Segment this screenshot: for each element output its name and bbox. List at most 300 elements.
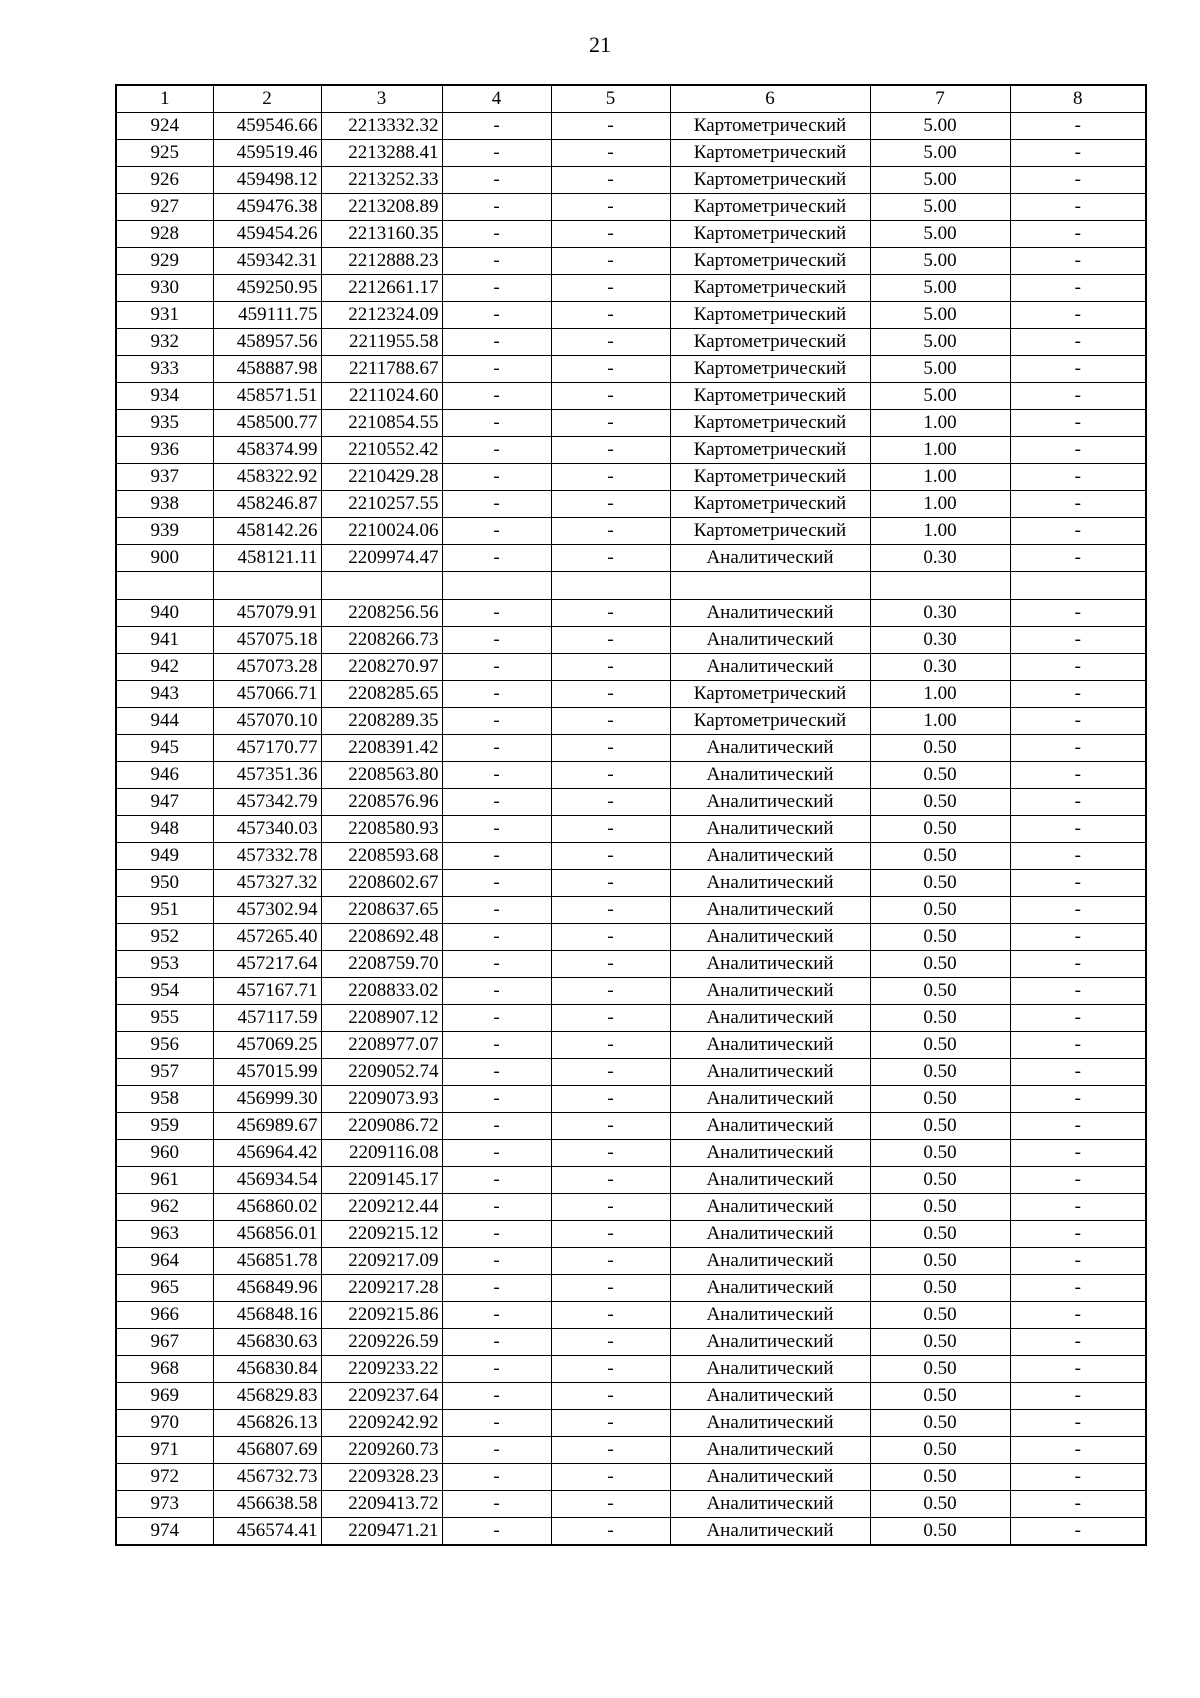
- table-cell: 2213332.32: [321, 113, 442, 140]
- table-cell: 5.00: [870, 221, 1010, 248]
- table-cell: -: [442, 1194, 551, 1221]
- table-cell: 962: [116, 1194, 213, 1221]
- table-row: [116, 1464, 1146, 1491]
- table-row: [116, 789, 1146, 816]
- table-cell: 0.50: [870, 1032, 1010, 1059]
- table-cell: -: [551, 329, 670, 356]
- table-cell: 5.00: [870, 302, 1010, 329]
- table-cell: -: [1010, 600, 1146, 627]
- table-row: [116, 275, 1146, 302]
- table-cell: Картометрический: [670, 464, 870, 491]
- table-cell: -: [1010, 1221, 1146, 1248]
- table-cell: 458887.98: [213, 356, 321, 383]
- table-cell: -: [1010, 1032, 1146, 1059]
- table-cell: -: [551, 924, 670, 951]
- table-cell: 2210854.55: [321, 410, 442, 437]
- table-row: [116, 545, 1146, 572]
- table-cell: 457167.71: [213, 978, 321, 1005]
- table-cell: 5.00: [870, 383, 1010, 410]
- table-cell: -: [442, 410, 551, 437]
- table-cell: 456732.73: [213, 1464, 321, 1491]
- table-cell: 943: [116, 681, 213, 708]
- table-cell: 1.00: [870, 708, 1010, 735]
- table-cell: -: [1010, 978, 1146, 1005]
- table-cell: 0.50: [870, 816, 1010, 843]
- table-row: [116, 1356, 1146, 1383]
- table-cell: 456638.58: [213, 1491, 321, 1518]
- table-cell: 457073.28: [213, 654, 321, 681]
- table-cell: 5.00: [870, 113, 1010, 140]
- table-row: [116, 302, 1146, 329]
- table-cell: 457342.79: [213, 789, 321, 816]
- table-cell: 1.00: [870, 410, 1010, 437]
- table-cell: Аналитический: [670, 1140, 870, 1167]
- table-cell: [551, 572, 670, 600]
- table-row: [116, 518, 1146, 545]
- table-cell: Аналитический: [670, 762, 870, 789]
- table-cell: 456574.41: [213, 1518, 321, 1546]
- table-cell: -: [442, 1005, 551, 1032]
- table-cell: -: [442, 1410, 551, 1437]
- table-cell: -: [442, 1248, 551, 1275]
- table-cell: 2208563.80: [321, 762, 442, 789]
- table-cell: 971: [116, 1437, 213, 1464]
- table-cell: 942: [116, 654, 213, 681]
- table-cell: 958: [116, 1086, 213, 1113]
- table-cell: 459342.31: [213, 248, 321, 275]
- table-cell: -: [442, 951, 551, 978]
- table-row: [116, 437, 1146, 464]
- table-cell: -: [1010, 789, 1146, 816]
- table-cell: -: [442, 1275, 551, 1302]
- table-cell: 0.50: [870, 1464, 1010, 1491]
- table-cell: -: [1010, 167, 1146, 194]
- table-cell: 456934.54: [213, 1167, 321, 1194]
- table-cell: 456807.69: [213, 1437, 321, 1464]
- table-row: [116, 681, 1146, 708]
- table-cell: 0.50: [870, 843, 1010, 870]
- table-cell: 948: [116, 816, 213, 843]
- table-cell: -: [442, 113, 551, 140]
- table-cell: 459519.46: [213, 140, 321, 167]
- table-cell: 0.50: [870, 1194, 1010, 1221]
- table-cell: 963: [116, 1221, 213, 1248]
- table-cell: -: [442, 708, 551, 735]
- table-cell: 0.50: [870, 1140, 1010, 1167]
- table-cell: 2209116.08: [321, 1140, 442, 1167]
- table-row: [116, 1167, 1146, 1194]
- table-cell: -: [551, 1059, 670, 1086]
- table-cell: -: [551, 383, 670, 410]
- table-cell: Аналитический: [670, 1194, 870, 1221]
- table-cell: 0.50: [870, 870, 1010, 897]
- table-cell: Картометрический: [670, 681, 870, 708]
- table-cell: 929: [116, 248, 213, 275]
- table-cell: 957: [116, 1059, 213, 1086]
- table-cell: 2209328.23: [321, 1464, 442, 1491]
- table-cell: -: [442, 302, 551, 329]
- table-cell: -: [1010, 870, 1146, 897]
- table-cell: -: [551, 708, 670, 735]
- table-cell: 456829.83: [213, 1383, 321, 1410]
- table-cell: 2210552.42: [321, 437, 442, 464]
- table-cell: -: [551, 221, 670, 248]
- table-cell: [213, 572, 321, 600]
- table-cell: 2209260.73: [321, 1437, 442, 1464]
- table-row: [116, 140, 1146, 167]
- table-row: [116, 491, 1146, 518]
- table-cell: 2208285.65: [321, 681, 442, 708]
- table-row: [116, 708, 1146, 735]
- table-cell: 927: [116, 194, 213, 221]
- table-cell: 458322.92: [213, 464, 321, 491]
- table-row: [116, 897, 1146, 924]
- table-cell: 457170.77: [213, 735, 321, 762]
- table-cell: -: [442, 329, 551, 356]
- table-cell: 457075.18: [213, 627, 321, 654]
- table-cell: 2209233.22: [321, 1356, 442, 1383]
- table-cell: -: [442, 1491, 551, 1518]
- table-cell: -: [551, 816, 670, 843]
- table-cell: 924: [116, 113, 213, 140]
- table-cell: 947: [116, 789, 213, 816]
- table-cell: -: [1010, 437, 1146, 464]
- table-cell: 457351.36: [213, 762, 321, 789]
- table-cell: -: [551, 1086, 670, 1113]
- table-cell: -: [442, 1518, 551, 1546]
- table-cell: -: [551, 464, 670, 491]
- table-row: [116, 1059, 1146, 1086]
- table-cell: 937: [116, 464, 213, 491]
- table-cell: Аналитический: [670, 843, 870, 870]
- table-cell: -: [442, 194, 551, 221]
- table-cell: Аналитический: [670, 654, 870, 681]
- table-row: [116, 627, 1146, 654]
- table-cell: 0.50: [870, 1221, 1010, 1248]
- table-cell: -: [1010, 627, 1146, 654]
- table-cell: 458142.26: [213, 518, 321, 545]
- table-cell: 457117.59: [213, 1005, 321, 1032]
- table-cell: 2209052.74: [321, 1059, 442, 1086]
- table-cell: 973: [116, 1491, 213, 1518]
- table-cell: -: [551, 275, 670, 302]
- table-row: [116, 1302, 1146, 1329]
- table-cell: 0.50: [870, 924, 1010, 951]
- table-cell: -: [442, 167, 551, 194]
- table-cell: [1010, 572, 1146, 600]
- table-cell: 940: [116, 600, 213, 627]
- table-cell: 457340.03: [213, 816, 321, 843]
- table-cell: -: [551, 1032, 670, 1059]
- table-cell: 956: [116, 1032, 213, 1059]
- table-cell: 0.50: [870, 1059, 1010, 1086]
- table-cell: -: [1010, 1275, 1146, 1302]
- table-cell: 0.50: [870, 1005, 1010, 1032]
- table-cell: -: [551, 518, 670, 545]
- table-cell: 941: [116, 627, 213, 654]
- table-cell: 5.00: [870, 329, 1010, 356]
- table-cell: 1.00: [870, 437, 1010, 464]
- table-cell: -: [442, 275, 551, 302]
- column-header: 8: [1010, 85, 1146, 113]
- table-cell: -: [551, 1194, 670, 1221]
- table-cell: -: [1010, 1518, 1146, 1546]
- table-cell: 951: [116, 897, 213, 924]
- table-cell: -: [551, 140, 670, 167]
- table-cell: -: [1010, 1410, 1146, 1437]
- table-cell: 2208266.73: [321, 627, 442, 654]
- table-cell: [442, 572, 551, 600]
- table-cell: -: [1010, 1248, 1146, 1275]
- table-cell: 456856.01: [213, 1221, 321, 1248]
- table-cell: 0.50: [870, 735, 1010, 762]
- table-cell: 0.50: [870, 1437, 1010, 1464]
- table-cell: 456860.02: [213, 1194, 321, 1221]
- table-cell: -: [551, 113, 670, 140]
- table-cell: 0.50: [870, 1329, 1010, 1356]
- table-cell: 949: [116, 843, 213, 870]
- table-cell: 2209217.09: [321, 1248, 442, 1275]
- table-cell: 939: [116, 518, 213, 545]
- table-cell: -: [442, 248, 551, 275]
- table-cell: Картометрический: [670, 491, 870, 518]
- table-cell: -: [1010, 518, 1146, 545]
- table-cell: -: [551, 681, 670, 708]
- table-cell: -: [1010, 1059, 1146, 1086]
- table-cell: -: [1010, 410, 1146, 437]
- table-cell: 0.50: [870, 951, 1010, 978]
- table-cell: -: [551, 1518, 670, 1546]
- table-cell: 5.00: [870, 248, 1010, 275]
- table-cell: 458246.87: [213, 491, 321, 518]
- table-row: [116, 870, 1146, 897]
- table-cell: 2213288.41: [321, 140, 442, 167]
- table-cell: 456999.30: [213, 1086, 321, 1113]
- table-cell: 459546.66: [213, 113, 321, 140]
- table-cell: 2208593.68: [321, 843, 442, 870]
- table-row: [116, 600, 1146, 627]
- table-cell: -: [551, 167, 670, 194]
- table-cell: -: [442, 1113, 551, 1140]
- table-cell: 2213160.35: [321, 221, 442, 248]
- table-cell: 456849.96: [213, 1275, 321, 1302]
- table-cell: -: [1010, 1140, 1146, 1167]
- table-cell: Аналитический: [670, 1437, 870, 1464]
- table-cell: Аналитический: [670, 1005, 870, 1032]
- table-cell: Аналитический: [670, 1059, 870, 1086]
- table-cell: 457327.32: [213, 870, 321, 897]
- table-cell: 0.50: [870, 1410, 1010, 1437]
- table-cell: Аналитический: [670, 627, 870, 654]
- table-cell: -: [442, 654, 551, 681]
- table-row: [116, 1194, 1146, 1221]
- table-cell: -: [442, 140, 551, 167]
- table-cell: 457332.78: [213, 843, 321, 870]
- table-row: [116, 762, 1146, 789]
- table-cell: -: [551, 1491, 670, 1518]
- table-cell: -: [442, 437, 551, 464]
- table-cell: 2209215.86: [321, 1302, 442, 1329]
- table-cell: [321, 572, 442, 600]
- table-cell: Картометрический: [670, 248, 870, 275]
- table-cell: Аналитический: [670, 545, 870, 572]
- table-cell: 1.00: [870, 681, 1010, 708]
- table-header-row: [116, 85, 1146, 113]
- table-cell: 457070.10: [213, 708, 321, 735]
- table-cell: 900: [116, 545, 213, 572]
- table-cell: 933: [116, 356, 213, 383]
- table-cell: -: [551, 1302, 670, 1329]
- table-cell: Аналитический: [670, 1410, 870, 1437]
- table-row: [116, 951, 1146, 978]
- table-cell: 2208692.48: [321, 924, 442, 951]
- table-cell: 2209413.72: [321, 1491, 442, 1518]
- table-cell: 2212324.09: [321, 302, 442, 329]
- table-row: [116, 1032, 1146, 1059]
- table-cell: -: [442, 870, 551, 897]
- table-cell: 5.00: [870, 194, 1010, 221]
- table-cell: -: [1010, 654, 1146, 681]
- table-cell: Аналитический: [670, 1221, 870, 1248]
- table-cell: 2211788.67: [321, 356, 442, 383]
- table-cell: -: [442, 545, 551, 572]
- table-cell: 1.00: [870, 464, 1010, 491]
- table-cell: -: [1010, 897, 1146, 924]
- table-cell: 2208759.70: [321, 951, 442, 978]
- table-cell: 944: [116, 708, 213, 735]
- table-cell: Аналитический: [670, 1329, 870, 1356]
- table-cell: -: [442, 1464, 551, 1491]
- table-cell: 966: [116, 1302, 213, 1329]
- table-cell: 458500.77: [213, 410, 321, 437]
- table-cell: 1.00: [870, 491, 1010, 518]
- table-cell: Аналитический: [670, 1167, 870, 1194]
- table-cell: 2209215.12: [321, 1221, 442, 1248]
- table-cell: -: [1010, 1005, 1146, 1032]
- table-cell: 5.00: [870, 140, 1010, 167]
- table-cell: 934: [116, 383, 213, 410]
- table-cell: 970: [116, 1410, 213, 1437]
- table-cell: 0.50: [870, 789, 1010, 816]
- table-cell: Аналитический: [670, 1248, 870, 1275]
- table-row: [116, 735, 1146, 762]
- table-cell: 950: [116, 870, 213, 897]
- table-cell: 456989.67: [213, 1113, 321, 1140]
- table-cell: 458571.51: [213, 383, 321, 410]
- table-row: [116, 1491, 1146, 1518]
- table-cell: -: [1010, 1302, 1146, 1329]
- table-row: [116, 221, 1146, 248]
- table-cell: -: [442, 762, 551, 789]
- table-cell: -: [1010, 1113, 1146, 1140]
- table-cell: Аналитический: [670, 978, 870, 1005]
- table-cell: 2209242.92: [321, 1410, 442, 1437]
- page-number: 21: [589, 32, 611, 57]
- coordinates-table: [115, 84, 1147, 1546]
- table-cell: -: [551, 1140, 670, 1167]
- table-cell: Аналитический: [670, 735, 870, 762]
- table-cell: 2213208.89: [321, 194, 442, 221]
- table-cell: Картометрический: [670, 275, 870, 302]
- table-cell: 459454.26: [213, 221, 321, 248]
- table-cell: 459476.38: [213, 194, 321, 221]
- table-cell: -: [1010, 924, 1146, 951]
- table-cell: Аналитический: [670, 1275, 870, 1302]
- table-cell: -: [442, 600, 551, 627]
- table-cell: -: [551, 410, 670, 437]
- table-cell: 926: [116, 167, 213, 194]
- table-cell: -: [1010, 1167, 1146, 1194]
- table-row: [116, 356, 1146, 383]
- column-header: 2: [213, 85, 321, 113]
- table-cell: 2209073.93: [321, 1086, 442, 1113]
- table-cell: Аналитический: [670, 1383, 870, 1410]
- table-row: [116, 1140, 1146, 1167]
- table-cell: 0.50: [870, 1113, 1010, 1140]
- table-cell: -: [551, 735, 670, 762]
- table-cell: -: [442, 1140, 551, 1167]
- table-cell: 938: [116, 491, 213, 518]
- table-cell: 2209237.64: [321, 1383, 442, 1410]
- table-cell: -: [442, 681, 551, 708]
- table-cell: -: [1010, 356, 1146, 383]
- table-cell: 965: [116, 1275, 213, 1302]
- table-cell: 456830.63: [213, 1329, 321, 1356]
- table-cell: -: [1010, 708, 1146, 735]
- table-cell: -: [551, 302, 670, 329]
- table-cell: -: [442, 356, 551, 383]
- table-cell: -: [442, 1383, 551, 1410]
- table-cell: 457069.25: [213, 1032, 321, 1059]
- table-cell: Аналитический: [670, 1464, 870, 1491]
- table-cell: -: [551, 1356, 670, 1383]
- table-row: [116, 167, 1146, 194]
- table-cell: [116, 572, 213, 600]
- table-cell: 2209212.44: [321, 1194, 442, 1221]
- table-cell: 960: [116, 1140, 213, 1167]
- table-cell: Картометрический: [670, 410, 870, 437]
- table-row: [116, 1329, 1146, 1356]
- column-header: 3: [321, 85, 442, 113]
- table-cell: Аналитический: [670, 870, 870, 897]
- table-cell: -: [551, 951, 670, 978]
- table-cell: -: [1010, 491, 1146, 518]
- table-cell: Картометрический: [670, 437, 870, 464]
- table-row: [116, 1437, 1146, 1464]
- table-cell: -: [442, 1221, 551, 1248]
- column-header: 6: [670, 85, 870, 113]
- table-cell: -: [551, 1410, 670, 1437]
- table-row: [116, 843, 1146, 870]
- table-row: [116, 194, 1146, 221]
- table-cell: -: [1010, 1437, 1146, 1464]
- table-cell: -: [1010, 951, 1146, 978]
- table-row: [116, 816, 1146, 843]
- table-cell: 457015.99: [213, 1059, 321, 1086]
- table-cell: 946: [116, 762, 213, 789]
- table-cell: -: [1010, 1383, 1146, 1410]
- table-cell: -: [1010, 113, 1146, 140]
- table-cell: Картометрический: [670, 221, 870, 248]
- table-cell: -: [442, 383, 551, 410]
- table-cell: 2213252.33: [321, 167, 442, 194]
- table-cell: -: [1010, 1491, 1146, 1518]
- table-cell: -: [551, 978, 670, 1005]
- table-cell: 2209086.72: [321, 1113, 442, 1140]
- table-cell: -: [442, 1032, 551, 1059]
- table-cell: [870, 572, 1010, 600]
- table-cell: -: [1010, 1356, 1146, 1383]
